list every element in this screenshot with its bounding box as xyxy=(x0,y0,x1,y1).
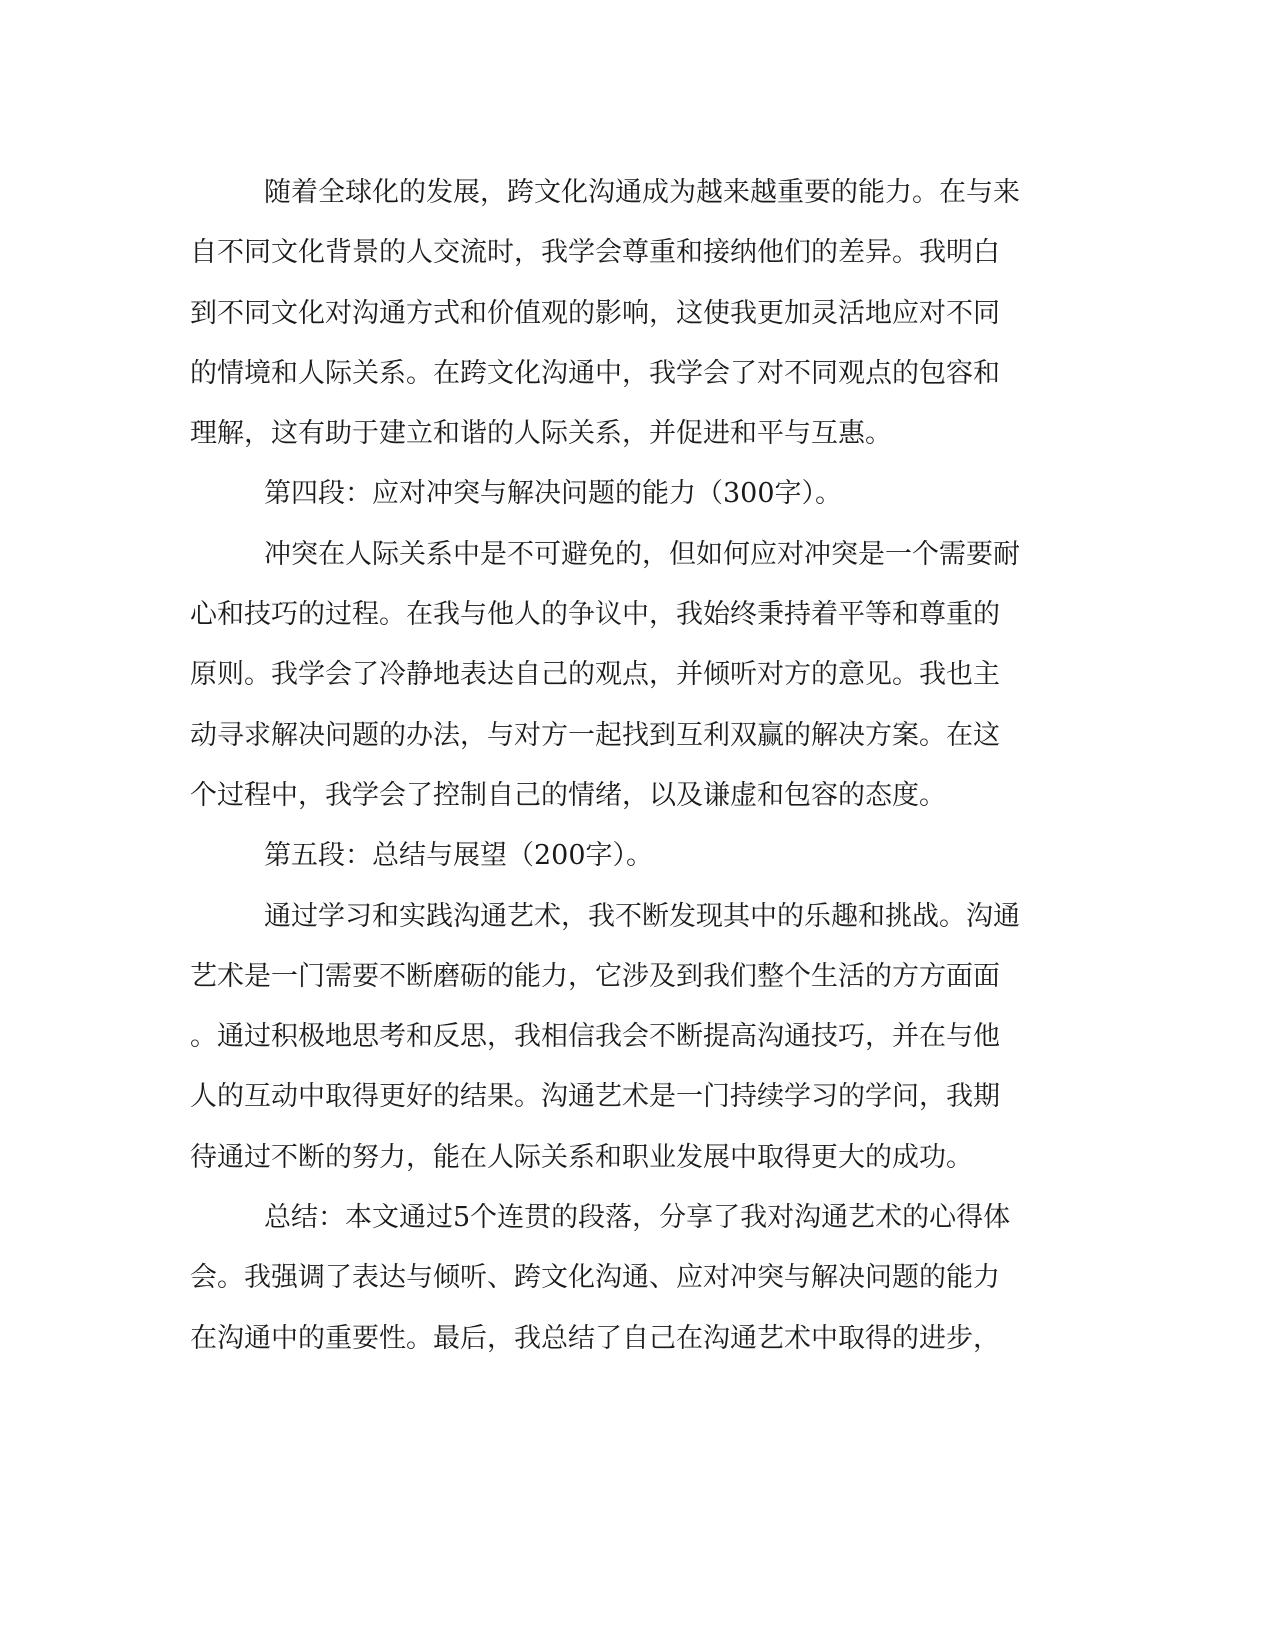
section-heading: 第四段：应对冲突与解决问题的能力（300字）。 xyxy=(264,478,843,510)
paragraph-line: 到不同文化对沟通方式和价值观的影响，这使我更加灵活地应对不同 xyxy=(190,297,1000,329)
paragraph-line: 个过程中，我学会了控制自己的情绪，以及谦虚和包容的态度。 xyxy=(190,779,946,811)
paragraph-line: 动寻求解决问题的办法，与对方一起找到互利双赢的解决方案。在这 xyxy=(190,719,1000,751)
paragraph-line: 会。我强调了表达与倾听、跨文化沟通、应对冲突与解决问题的能力 xyxy=(190,1262,1000,1294)
paragraph-line: 自不同文化背景的人交流时，我学会尊重和接纳他们的差异。我明白 xyxy=(190,237,1000,269)
section-heading: 第五段：总结与展望（200字）。 xyxy=(264,840,654,872)
paragraph-line: 通过学习和实践沟通艺术，我不断发现其中的乐趣和挑战。沟通 xyxy=(264,900,1020,932)
paragraph-line: 在沟通中的重要性。最后，我总结了自己在沟通艺术中取得的进步， xyxy=(190,1322,1000,1354)
paragraph-line: 。通过积极地思考和反思，我相信我会不断提高沟通技巧，并在与他 xyxy=(190,1021,1000,1053)
paragraph-line: 心和技巧的过程。在我与他人的争议中，我始终秉持着平等和尊重的 xyxy=(190,599,1000,631)
paragraph-line: 待通过不断的努力，能在人际关系和职业发展中取得更大的成功。 xyxy=(190,1141,973,1173)
paragraph-line: 随着全球化的发展，跨文化沟通成为越来越重要的能力。在与来 xyxy=(264,177,1020,208)
paragraph-line: 冲突在人际关系中是不可避免的，但如何应对冲突是一个需要耐 xyxy=(264,538,1020,570)
paragraph-line: 艺术是一门需要不断磨砺的能力，它涉及到我们整个生活的方方面面 xyxy=(190,960,1000,992)
document-body xyxy=(190,163,1070,1369)
paragraph-line: 人的互动中取得更好的结果。沟通艺术是一门持续学习的学问，我期 xyxy=(190,1081,1000,1113)
paragraph-line: 原则。我学会了冷静地表达自己的观点，并倾听对方的意见。我也主 xyxy=(190,659,1000,691)
summary-line: 总结：本文通过5个连贯的段落，分享了我对沟通艺术的心得体 xyxy=(264,1202,1011,1234)
paragraph-line: 理解，这有助于建立和谐的人际关系，并促进和平与互惠。 xyxy=(190,418,892,450)
paragraph-line: 的情境和人际关系。在跨文化沟通中，我学会了对不同观点的包容和 xyxy=(190,357,1000,389)
